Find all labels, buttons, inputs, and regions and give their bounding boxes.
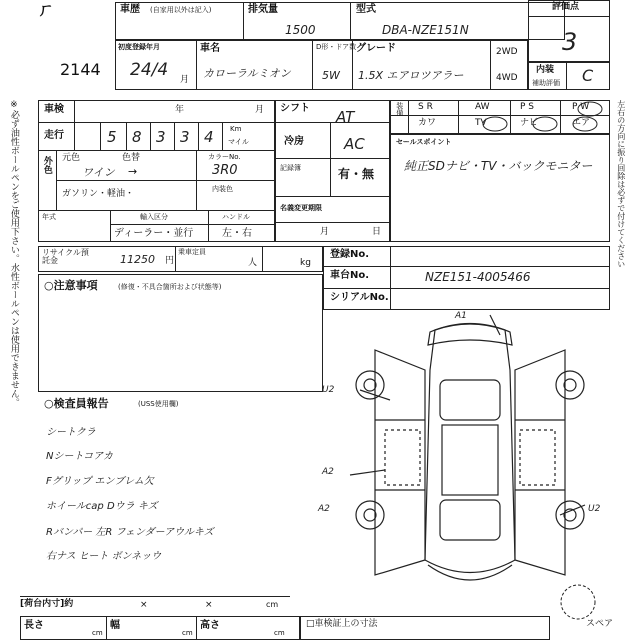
inspector-line: シートクラ bbox=[46, 427, 96, 438]
equipment-item: AW bbox=[475, 102, 490, 112]
shift-value: AT bbox=[336, 108, 355, 126]
equipment-item: カワ bbox=[418, 118, 437, 128]
mileage-unit-mile: マイル bbox=[228, 138, 249, 146]
inspector-line: Nシートコアカ bbox=[46, 451, 113, 462]
fuel-value: ガソリン・軽油・ bbox=[62, 189, 135, 199]
inspector-line: Fグリップ エンブレム欠 bbox=[46, 476, 154, 487]
cargo-label: [荷台内寸]約 bbox=[20, 599, 74, 609]
mileage-digit: 3 bbox=[180, 128, 190, 146]
first-reg-unit: 月 bbox=[180, 75, 190, 85]
recycle-unit: 円 bbox=[165, 256, 175, 266]
right-note: 左右の方向に振り回除は必ずで付けてください bbox=[616, 100, 626, 268]
equipment-item: ナビ bbox=[520, 118, 539, 128]
recycle-label: リサイクル預託金 bbox=[42, 248, 89, 265]
cm-unit: cm bbox=[266, 600, 279, 609]
score-label: 評価点 bbox=[552, 2, 580, 12]
doors-value: 5W bbox=[322, 69, 340, 82]
side-note: ※必ず油性ボールペンをご使用下さい。水性ボールペンは使用できません。 bbox=[8, 100, 19, 407]
car-damage-diagram bbox=[330, 310, 600, 610]
equipment-side-label: 装備 bbox=[395, 102, 404, 116]
equipment-item: P W bbox=[572, 102, 590, 112]
cm-unit: cm bbox=[92, 629, 103, 637]
inspector-title-text: 検査員報告 bbox=[53, 397, 109, 410]
color-arrow: → bbox=[128, 165, 138, 178]
diagram-mark: A2 bbox=[318, 504, 330, 514]
inspection-label: 車検 bbox=[44, 104, 64, 115]
displacement-label: 排気量 bbox=[248, 4, 278, 15]
load-unit: kg bbox=[300, 258, 311, 268]
first-reg-value: 24/4 bbox=[130, 60, 169, 80]
capacity-label: 乗車定員 bbox=[178, 248, 206, 256]
color-no-label: カラーNo. bbox=[208, 153, 241, 161]
handle-value: 左・右 bbox=[222, 228, 252, 239]
shift-label: シフト bbox=[280, 103, 310, 114]
doors-label: D形・ドア数 bbox=[316, 43, 357, 51]
owner-change-label: 名義変更期限 bbox=[280, 204, 322, 212]
car-history-note: (自家用以外は記入) bbox=[150, 6, 212, 14]
car-name-label: 車名 bbox=[200, 43, 220, 54]
cm-unit: cm bbox=[274, 629, 285, 637]
serial-label: シリアルNo. bbox=[330, 292, 389, 303]
model-label: 型式 bbox=[356, 4, 376, 15]
interior-value: C bbox=[582, 66, 594, 85]
cert-label-text: 車検証上の寸法 bbox=[314, 619, 378, 629]
drive-4wd: 4WD bbox=[496, 73, 518, 83]
first-reg-label: 初度登録年月 bbox=[118, 43, 160, 51]
drive-2wd: 2WD bbox=[496, 47, 518, 57]
recycle-value: 11250 bbox=[120, 253, 155, 266]
grade-value: 1.5X エアロツアラー bbox=[358, 69, 464, 82]
record-value: 有・無 bbox=[338, 167, 375, 181]
mileage-digit: 8 bbox=[132, 128, 142, 146]
times-sign: × bbox=[205, 600, 213, 610]
mileage-digit: 3 bbox=[156, 128, 166, 146]
diagram-mark: U2 bbox=[588, 504, 601, 514]
equipment-item: S R bbox=[418, 102, 433, 112]
sales-point-box bbox=[390, 134, 610, 242]
lot-number: 2144 bbox=[60, 60, 101, 79]
equipment-item: TV bbox=[475, 118, 487, 128]
spare-tire-icon bbox=[556, 582, 600, 622]
trim-label: 内装色 bbox=[212, 185, 233, 193]
vin-value: NZE151-4005466 bbox=[425, 270, 531, 284]
model-value: DBA-NZE151N bbox=[382, 23, 469, 37]
notes-title-text: 注意事項 bbox=[53, 279, 98, 292]
record-label: 記録簿 bbox=[280, 164, 301, 172]
grade-label: グレード bbox=[356, 43, 396, 54]
color-no-value: 3R0 bbox=[212, 163, 238, 178]
notes-title: ○注意事項 bbox=[44, 279, 98, 292]
mileage-unit-km: Km bbox=[230, 125, 242, 133]
equipment-circles bbox=[390, 100, 610, 134]
inspector-line: ホイールcap Dウラ キズ bbox=[46, 501, 158, 512]
notes-sub: (修復・不具合箇所および状態等) bbox=[118, 283, 222, 291]
exterior-label: 外色 bbox=[41, 156, 52, 174]
inspector-line: Rバンパー 左R フェンダーアウルキズ bbox=[46, 527, 214, 538]
inspector-title: ○検査員報告 bbox=[44, 397, 109, 410]
length-label: 長さ bbox=[24, 620, 44, 631]
diagram-mark: A2 bbox=[322, 467, 334, 477]
diagram-mark: U2 bbox=[322, 385, 335, 395]
model-year-label: 年式 bbox=[42, 213, 56, 221]
equipment-item: エア bbox=[572, 118, 591, 128]
displacement-value: 1500 bbox=[285, 23, 316, 37]
times-sign: × bbox=[140, 600, 148, 610]
sales-point-label: セールスポイント bbox=[396, 138, 452, 146]
dimension-row bbox=[20, 616, 300, 640]
inspection-month: 月 bbox=[255, 105, 265, 115]
corner-mark: ㄏ bbox=[38, 0, 55, 19]
car-history-label: 車歴 bbox=[120, 4, 140, 15]
inspection-year: 年 bbox=[175, 105, 185, 115]
import-value: ディーラー・並行 bbox=[114, 228, 194, 239]
color-label: 色替 bbox=[122, 153, 141, 163]
handle-label: ハンドル bbox=[222, 213, 250, 221]
inspector-line: 右ナス ヒート ボンネッウ bbox=[46, 551, 162, 562]
reg-label: 登録No. bbox=[330, 249, 370, 260]
spare-label: スペア bbox=[586, 619, 614, 629]
width-label: 幅 bbox=[110, 620, 120, 631]
import-label: 輸入区分 bbox=[140, 213, 168, 221]
inspector-sub: (USS使用欄) bbox=[138, 400, 179, 408]
height-label: 高さ bbox=[200, 620, 220, 631]
owner-change-day: 日 bbox=[372, 227, 382, 237]
owner-change-month: 月 bbox=[320, 227, 330, 237]
mileage-digit: 4 bbox=[204, 128, 214, 146]
ac-label: 冷房 bbox=[284, 136, 304, 147]
equipment-item: P S bbox=[520, 102, 535, 112]
interior-label: 内装 bbox=[536, 65, 555, 75]
cert-label: □車検証上の寸法 bbox=[306, 619, 378, 629]
diagram-mark: A1 bbox=[455, 311, 467, 321]
original-color-value: ワイン bbox=[82, 166, 115, 179]
vin-label: 車台No. bbox=[330, 270, 370, 281]
mileage-label: 走行 bbox=[44, 130, 64, 141]
capacity-unit: 人 bbox=[248, 258, 258, 268]
cm-unit: cm bbox=[182, 629, 193, 637]
sales-point-value: 純正SDナビ・TV・バックモニター bbox=[404, 159, 593, 173]
original-color-label: 元色 bbox=[62, 153, 81, 163]
score-value: 3 bbox=[562, 28, 578, 56]
ac-value: AC bbox=[344, 135, 365, 153]
mileage-digit: 5 bbox=[107, 128, 117, 146]
interior-sub: 補助評価 bbox=[532, 79, 560, 87]
car-name-value: カローラルミオン bbox=[203, 67, 291, 80]
